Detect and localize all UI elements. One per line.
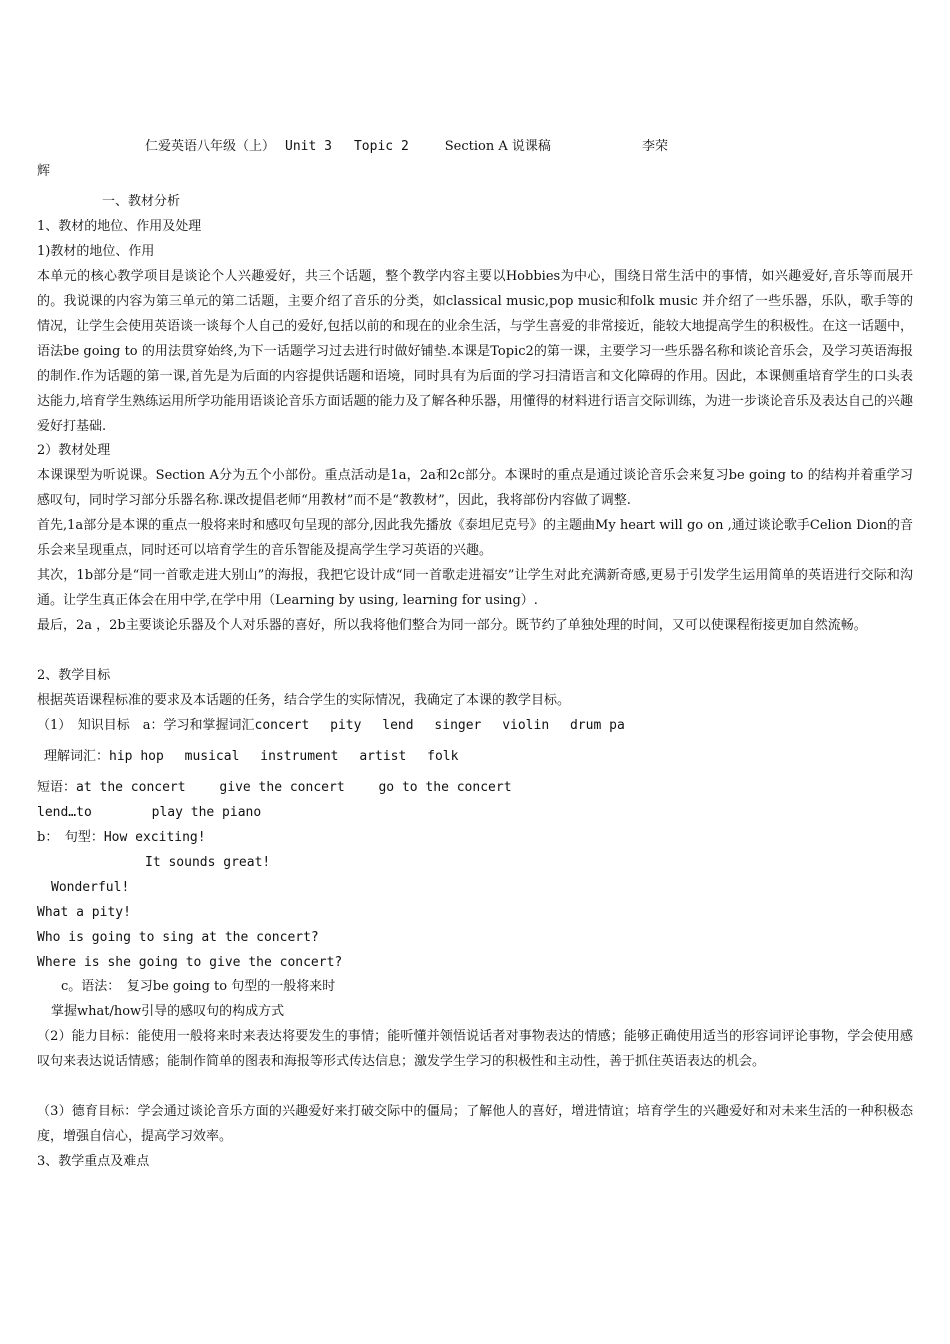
subheading-textbook-handling: 2）教材处理 xyxy=(37,443,111,458)
author-name-part1: 李荣 xyxy=(642,139,669,154)
document-title xyxy=(145,139,551,155)
grammar-review: c。语法： 复习be going to 句型的一般将来时 xyxy=(61,979,336,994)
sentence-how-exciting: How exciting! xyxy=(103,830,206,845)
knowledge-goals-line xyxy=(37,718,625,734)
subheading-position-role: 1)教材的地位、作用 xyxy=(37,244,155,259)
heading-teaching-goals: 2、教学目标 xyxy=(37,668,111,683)
sentence-wonderful: Wonderful! xyxy=(51,880,130,895)
paragraph-unit-overview: 本单元的核心教学项目是谈论个人兴趣爱好，共三个话题，整个教学内容主要以Hobbies为中心，围绕日常生活中的事情，如兴趣爱好,音乐等而展开的。我说课的内容为第三单元的第二话题，主要介绍了音乐的分类，如classical music,pop music和folk music 并介绍了一些乐器，乐队，歌手等的情况，让学生会使用英语谈一谈每个人自己的爱好,包括以前的和现在的业余生活，与学生喜爱的非常接近，能较大地提高学生的积极性。在这一话题中，语法be going to 的用法贯穿始终,为下一话题学习过去进行时做好铺垫.本课是Topic2的第一课，主要学习一些乐器名称和谈论音乐会，及学习英语海报的制作.作为话题的第一课,首先是为后面的内容提供话题和语境，同时具有为后面的学习扫清语言和文化障碍的作用。因此，本课侧重培育学生的口头表达能力,培育学生熟练运用所学功能用语谈论音乐方面话题的能力及了解各种乐器，用懂得的材料进行语言交际训练，为进一步谈论音乐及表达自己的兴趣爱好打基础. xyxy=(37,269,913,434)
title-unit: Unit 3 xyxy=(285,139,332,154)
paragraph-lesson-type: 本课课型为听说课。Section A分为五个小部份。重点活动是1a，2a和2c部分。本课时的重点是通过谈论音乐会来复习be going to 的结构并着重学习感叹句，同时学习部分乐器名称.课改提倡老师“用教材”而不是“教教材”，因此，我将部份内容做了调整. xyxy=(37,468,913,508)
understanding-vocabulary-words: hip hop musical instrument artist folk xyxy=(109,749,459,764)
sentence-sounds-great: It sounds great! xyxy=(145,855,271,870)
paragraph-first-1a: 首先,1a部分是本课的重点一般将来时和感叹句呈现的部分,因此我先播放《泰坦尼克号》的主题曲My heart will go on ,通过谈论歌手Celion Dion的音乐会来呈现重点，同时还可以培育学生的音乐智能及提高学生学习英语的兴趣。 xyxy=(37,518,913,558)
paragraph-second-1b: 其次，1b部分是“同一首歌走进大别山”的海报，我把它设计成“同一首歌走进福安”让学生对此充满新奇感,更易于引发学生运用简单的英语进行交际和沟通。让学生真正体会在用中学,在学中用（Learning by using, learning for using）. xyxy=(37,568,913,608)
paragraph-last-2a-2b: 最后，2a ，2b主要谈论乐器及个人对乐器的喜好，所以我将他们整合为同一部分。既节约了单独处理的时间，又可以使课程衔接更加自然流畅。 xyxy=(37,618,867,633)
knowledge-goals-label: （1） 知识目标 a：学习和掌握词汇 xyxy=(37,718,255,733)
knowledge-vocabulary: concert pity lend singer violin drum pa xyxy=(254,718,625,733)
sentence-where-is-she: Where is she going to give the concert? xyxy=(37,955,343,970)
phrases-list-2: lend…to play the piano xyxy=(37,805,262,820)
author-name-part2: 辉 xyxy=(37,164,51,179)
phrases-label: 短语： xyxy=(37,780,77,795)
phrases-line-1 xyxy=(37,780,512,796)
sentence-patterns-label: b： 句型： xyxy=(37,830,104,845)
heading-textbook-analysis: 一、教材分析 xyxy=(102,194,181,209)
heading-position-role: 1、教材的地位、作用及处理 xyxy=(37,219,202,234)
title-prefix: 仁爱英语八年级（上） xyxy=(145,139,276,154)
title-topic: Topic 2 xyxy=(353,139,409,154)
sentence-patterns-line xyxy=(37,830,206,846)
understanding-vocabulary-label: 理解词汇： xyxy=(44,749,110,764)
moral-goals: （3）德育目标：学会通过谈论音乐方面的兴趣爱好来打破交际中的僵局；了解他人的喜好，增进情谊；培育学生的兴趣爱好和对未来生活的一种积极态度，增强自信心，提高学习效率。 xyxy=(37,1104,913,1144)
phrases-list-1: at the concert give the concert go to the concert xyxy=(76,780,512,795)
sentence-what-a-pity: What a pity! xyxy=(37,905,131,920)
ability-goals: （2）能力目标：能使用一般将来时来表达将要发生的事情；能听懂并领悟说话者对事物表达的情感；能够正确使用适当的形容词评论事物，学会使用感叹句来表达说话情感；能制作简单的图表和海报等形式传达信息；激发学生学习的积极性和主动性，善于抓住英语表达的机会。 xyxy=(37,1029,913,1069)
title-section: Section A 说课稿 xyxy=(444,139,551,154)
sentence-who-is-going: Who is going to sing at the concert? xyxy=(37,930,319,945)
heading-key-points-difficulties: 3、教学重点及难点 xyxy=(37,1154,150,1169)
grammar-exclamation: 掌握what/how引导的感叹句的构成方式 xyxy=(51,1004,285,1019)
paragraph-goals-intro: 根据英语课程标准的要求及本话题的任务，结合学生的实际情况，我确定了本课的教学目标。 xyxy=(37,693,571,708)
understanding-vocabulary-line xyxy=(44,749,458,765)
